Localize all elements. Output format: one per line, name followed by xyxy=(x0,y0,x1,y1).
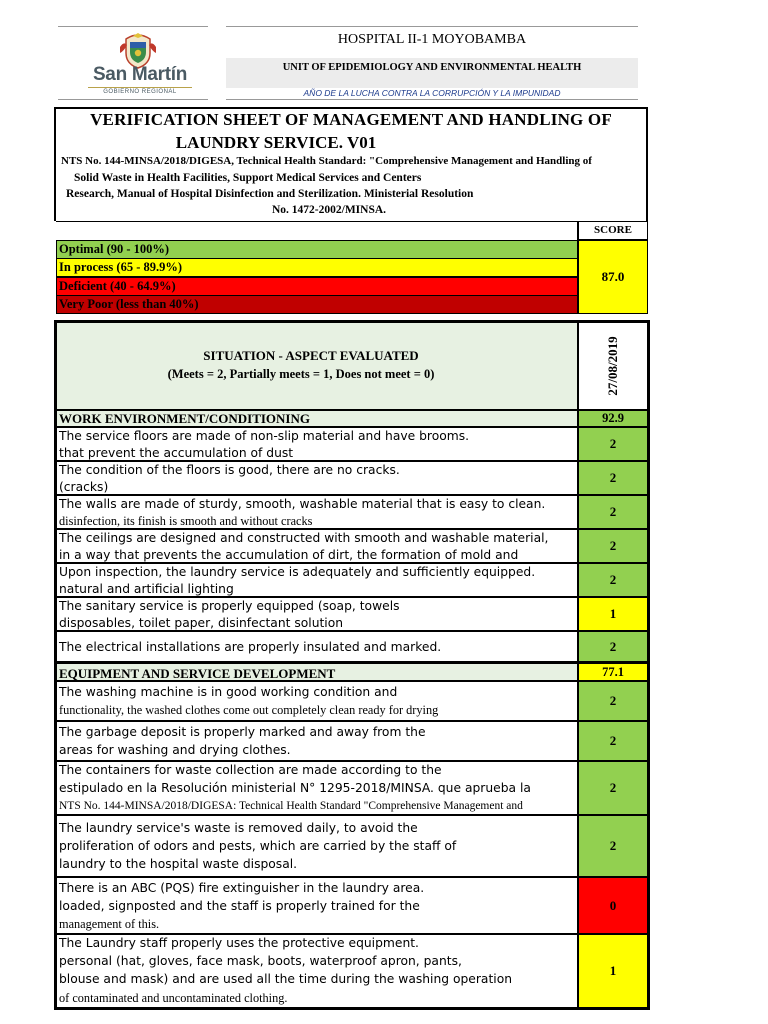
table-row xyxy=(56,815,578,877)
regulation-line3: Research, Manual of Hospital Disinfection and Sterilization. Ministerial Resolution xyxy=(66,188,474,200)
document-title-line1: VERIFICATION SHEET OF MANAGEMENT AND HANDLING OF xyxy=(90,110,612,129)
row-score: 2 xyxy=(578,461,648,495)
table-row xyxy=(56,563,578,597)
row-text-line: The laundry service's waste is removed daily, to avoid the xyxy=(59,821,418,835)
row-text-line: The garbage deposit is properly marked and away from the xyxy=(59,725,426,739)
score-legend-blank xyxy=(56,221,578,240)
row-text-line: The Laundry staff properly uses the protective equipment. xyxy=(59,936,419,950)
logo-subtitle: GOBIERNO REGIONAL xyxy=(88,87,192,95)
row-text-line: in a way that prevents the accumulation of dirt, the formation of mold and xyxy=(59,548,519,562)
row-text-line: The sanitary service is properly equipped (soap, towels xyxy=(59,599,400,613)
row-score: 2 xyxy=(578,529,648,563)
table-row xyxy=(56,631,578,662)
row-text-line: The walls are made of sturdy, smooth, washable material that is easy to clean. xyxy=(59,497,546,511)
row-text-line: functionality, the washed clothes come out completely clean ready for drying xyxy=(59,703,439,717)
situation-title: SITUATION - ASPECT EVALUATED xyxy=(203,348,419,363)
row-text-line: natural and artificial lighting xyxy=(59,582,234,596)
score-header: SCORE xyxy=(578,221,648,240)
regulation-line1: NTS No. 144-MINSA/2018/DIGESA, Technical Health Standard: "Comprehensive Management and Handling of xyxy=(61,155,592,167)
row-text-line: The service floors are made of non-slip material and have brooms. xyxy=(59,429,470,443)
row-text-line: (cracks) xyxy=(59,480,109,494)
row-text-line: The electrical installations are properly insulated and marked. xyxy=(59,640,442,654)
level-optimal: Optimal (90 - 100%) xyxy=(56,240,578,259)
row-text-line: There is an ABC (PQS) fire extinguisher in the laundry area. xyxy=(59,881,425,895)
table-row xyxy=(56,681,578,721)
row-text-line: laundry to the hospital waste disposal. xyxy=(59,857,298,871)
row-score: 2 xyxy=(578,495,648,529)
row-score: 2 xyxy=(578,761,648,815)
row-text-line: NTS No. 144-MINSA/2018/DIGESA: Technical Health Standard "Comprehensive Management and xyxy=(59,800,523,812)
table-row xyxy=(56,427,578,461)
row-text-line: disinfection, its finish is smooth and without cracks xyxy=(59,514,313,528)
section-work-environment: WORK ENVIRONMENT/CONDITIONING xyxy=(56,410,578,427)
table-row xyxy=(56,761,578,815)
row-text-line: disposables, toilet paper, disinfectant solution xyxy=(59,616,344,630)
row-score: 1 xyxy=(578,934,648,1008)
table-row xyxy=(56,461,578,495)
total-score: 87.0 xyxy=(578,240,648,314)
row-score: 1 xyxy=(578,597,648,631)
table-row xyxy=(56,495,578,529)
row-score: 2 xyxy=(578,681,648,721)
level-deficient: Deficient (40 - 64.9%) xyxy=(56,277,578,296)
regulation-line4: No. 1472-2002/MINSA. xyxy=(272,204,387,216)
section-equipment-score: 77.1 xyxy=(578,662,648,681)
header-top-rule-left xyxy=(58,26,208,27)
row-score: 2 xyxy=(578,721,648,761)
section-work-environment-score: 92.9 xyxy=(578,410,648,427)
row-score: 2 xyxy=(578,815,648,877)
table-row xyxy=(56,597,578,631)
row-text-line: proliferation of odors and pests, which are carried by the staff of xyxy=(59,839,457,853)
section-equipment: EQUIPMENT AND SERVICE DEVELOPMENT xyxy=(56,662,578,681)
level-very-poor: Very Poor (less than 40%) xyxy=(56,295,578,314)
row-score: 2 xyxy=(578,563,648,597)
row-text-line: loaded, signposted and the staff is properly trained for the xyxy=(59,899,420,913)
document-title-line2: LAUNDRY SERVICE. V01 xyxy=(175,133,377,152)
regulation-line2: Solid Waste in Health Facilities, Support Medical Services and Centers xyxy=(74,172,422,184)
hospital-name: HOSPITAL II-1 MOYOBAMBA xyxy=(337,32,527,47)
situation-header xyxy=(56,322,578,410)
logo-wordmark: San Martín xyxy=(92,64,188,85)
row-text-line: The ceilings are designed and constructed with smooth and washable material, xyxy=(59,531,549,545)
row-text-line: management of this. xyxy=(59,917,160,931)
row-score: 2 xyxy=(578,427,648,461)
row-text-line: areas for washing and drying clothes. xyxy=(59,743,291,757)
header-bottom-rule xyxy=(58,99,208,100)
row-text-line: of contaminated and uncontaminated clothing. xyxy=(59,991,288,1005)
row-text-line: that prevent the accumulation of dust xyxy=(59,446,294,460)
level-in-process: In process (65 - 89.9%) xyxy=(56,258,578,277)
row-text-line: The containers for waste collection are made according to the xyxy=(59,763,442,777)
table-row xyxy=(56,721,578,761)
row-text-line: blouse and mask) and are used all the time during the washing operation xyxy=(59,972,513,986)
table-row xyxy=(56,934,578,1008)
table-row xyxy=(56,529,578,563)
header-bottom-rule-right xyxy=(226,99,638,100)
row-text-line: estipulado en la Resolución ministerial N° 1295-2018/MINSA. que aprueba la xyxy=(59,781,531,795)
situation-legend: (Meets = 2, Partially meets = 1, Does not meet = 0) xyxy=(167,367,435,381)
row-text-line: The condition of the floors is good, there are no cracks. xyxy=(59,463,400,477)
row-text-line: personal (hat, gloves, face mask, boots, waterproof apron, pants, xyxy=(59,954,462,968)
row-score: 0 xyxy=(578,877,648,934)
row-text-line: The washing machine is in good working condition and xyxy=(59,685,398,699)
header-top-rule-right xyxy=(226,26,638,27)
row-score: 2 xyxy=(578,631,648,662)
year-motto: AÑO DE LA LUCHA CONTRA LA CORRUPCIÓN Y LA IMPUNIDAD xyxy=(303,88,561,98)
unit-name: UNIT OF EPIDEMIOLOGY AND ENVIRONMENTAL HEALTH xyxy=(282,62,582,73)
table-row xyxy=(56,877,578,934)
evaluation-date: 27/08/2019 xyxy=(605,336,620,396)
row-text-line: Upon inspection, the laundry service is adequately and sufficiently equipped. xyxy=(59,565,536,579)
